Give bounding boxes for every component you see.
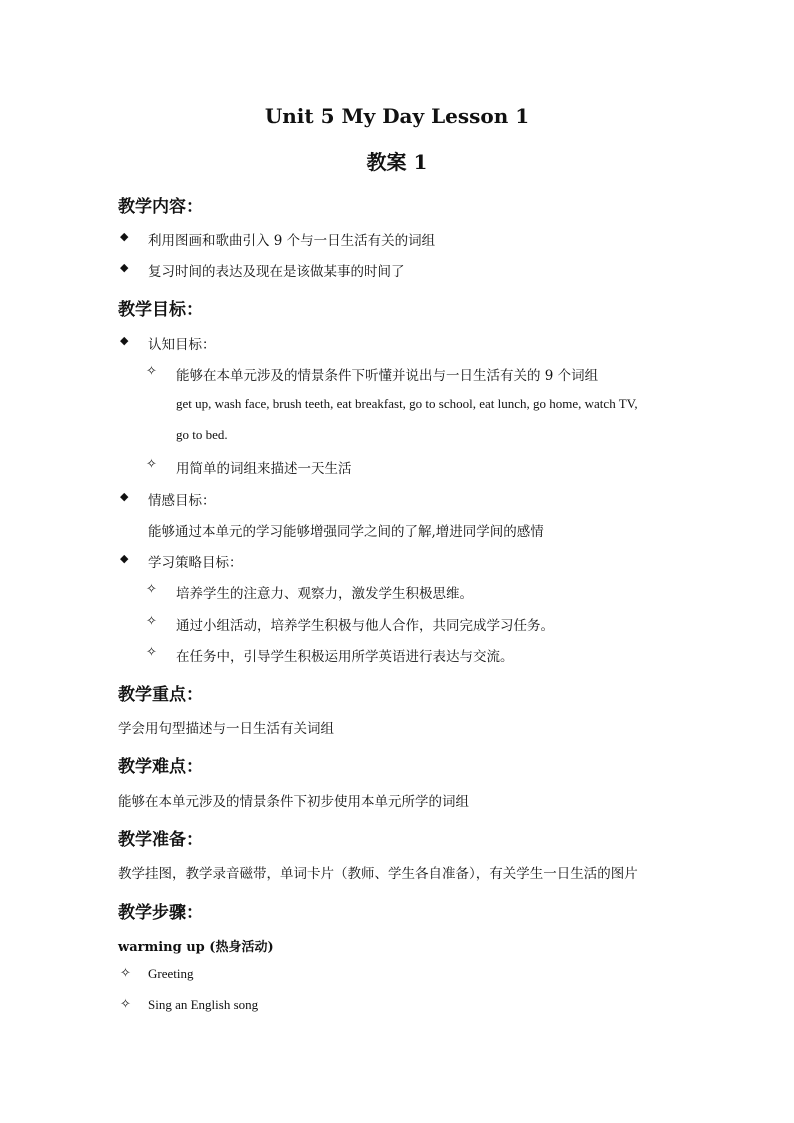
- heading-content: 教学内容：: [118, 197, 203, 217]
- document-title: Unit 5 My Day Lesson 1: [264, 104, 530, 128]
- heading-steps: 教学步骤：: [118, 903, 203, 923]
- heading-goals: 教学目标：: [118, 300, 203, 320]
- phrase-list: get up, wash face, brush teeth, eat breakfast, go to school, eat lunch, go home, watch TV,: [176, 396, 638, 411]
- difficulty-text: 能够在本单元涉及的情景条件下初步使用本单元所学的词组: [118, 794, 469, 810]
- heading-preparation: 教学准备：: [118, 830, 203, 850]
- diamond-bullet-icon: ◆: [120, 230, 129, 243]
- phrase-list-cont: go to bed.: [176, 427, 228, 442]
- sparkle-bullet-icon: ✧: [146, 457, 157, 472]
- focus-text: 学会用句型描述与一日生活有关词组: [118, 721, 334, 737]
- preparation-text: 教学挂图，教学录音磁带，单词卡片（教师、学生各自准备），有关学生一日生活的图片: [118, 866, 638, 882]
- sparkle-bullet-icon: ✧: [120, 966, 131, 981]
- emotional-goal-text: 能够通过本单元的学习能够增强同学之间的了解,增进同学间的感情: [148, 524, 544, 540]
- diamond-bullet-icon: ◆: [120, 334, 129, 347]
- warmup-label: warming up (热身活动): [118, 940, 274, 955]
- diamond-bullet-icon: ◆: [120, 261, 129, 274]
- sparkle-bullet-icon: ✧: [146, 614, 157, 629]
- sparkle-bullet-icon: ✧: [120, 997, 131, 1012]
- sparkle-bullet-icon: ✧: [146, 645, 157, 660]
- heading-difficulty: 教学难点：: [118, 757, 203, 777]
- sparkle-bullet-icon: ✧: [146, 364, 157, 379]
- document-page: Unit 5 My Day Lesson 1 教案 1 教学内容： ◆ 利用图画和歌曲引入 9 个与一日生活有关的词组 ◆ 复习时间的表达及现在是该做某事的时间了 教学目标： ◆ 认知目标： ✧ 能够在本单元涉及的情景条件下听懂并说出与一日生活有关的 9 个词组 get up, wash face, brush teeth, eat breakfast, go to school, eat lunch, go home, watch TV, go to bed. ✧ 用简单的词组来描述一天生活 ◆ 情感目标： 能够通过本单元的学习能够增强同学之间的了解,增进同学间的感情 ◆ 学习策略目标： ✧ 培养学生的注意力、观察力，激发学生积极思维。 ✧ 通过小组活动，培养学生积极与他人合作，共同完成学习任务。 ✧ 在任务中，引导学生积极运用所学英语进行表达与交流。 教学重点： 学会用句型描述与一日生活有关词组 教学难点： 能够在本单元涉及的情景条件下初步使用本单元所学的词组 教学准备： 教学挂图，教学录音磁带，单词卡片（教师、学生各自准备），有关学生一日生活的图片 教学步骤： warming up (热身活动) ✧ Greeting ✧ Sing an English song: [0, 0, 794, 1123]
- heading-focus: 教学重点：: [118, 685, 203, 705]
- diamond-bullet-icon: ◆: [120, 552, 129, 565]
- sparkle-bullet-icon: ✧: [146, 582, 157, 597]
- diamond-bullet-icon: ◆: [120, 490, 129, 503]
- document-subtitle: 教案 1: [366, 150, 428, 174]
